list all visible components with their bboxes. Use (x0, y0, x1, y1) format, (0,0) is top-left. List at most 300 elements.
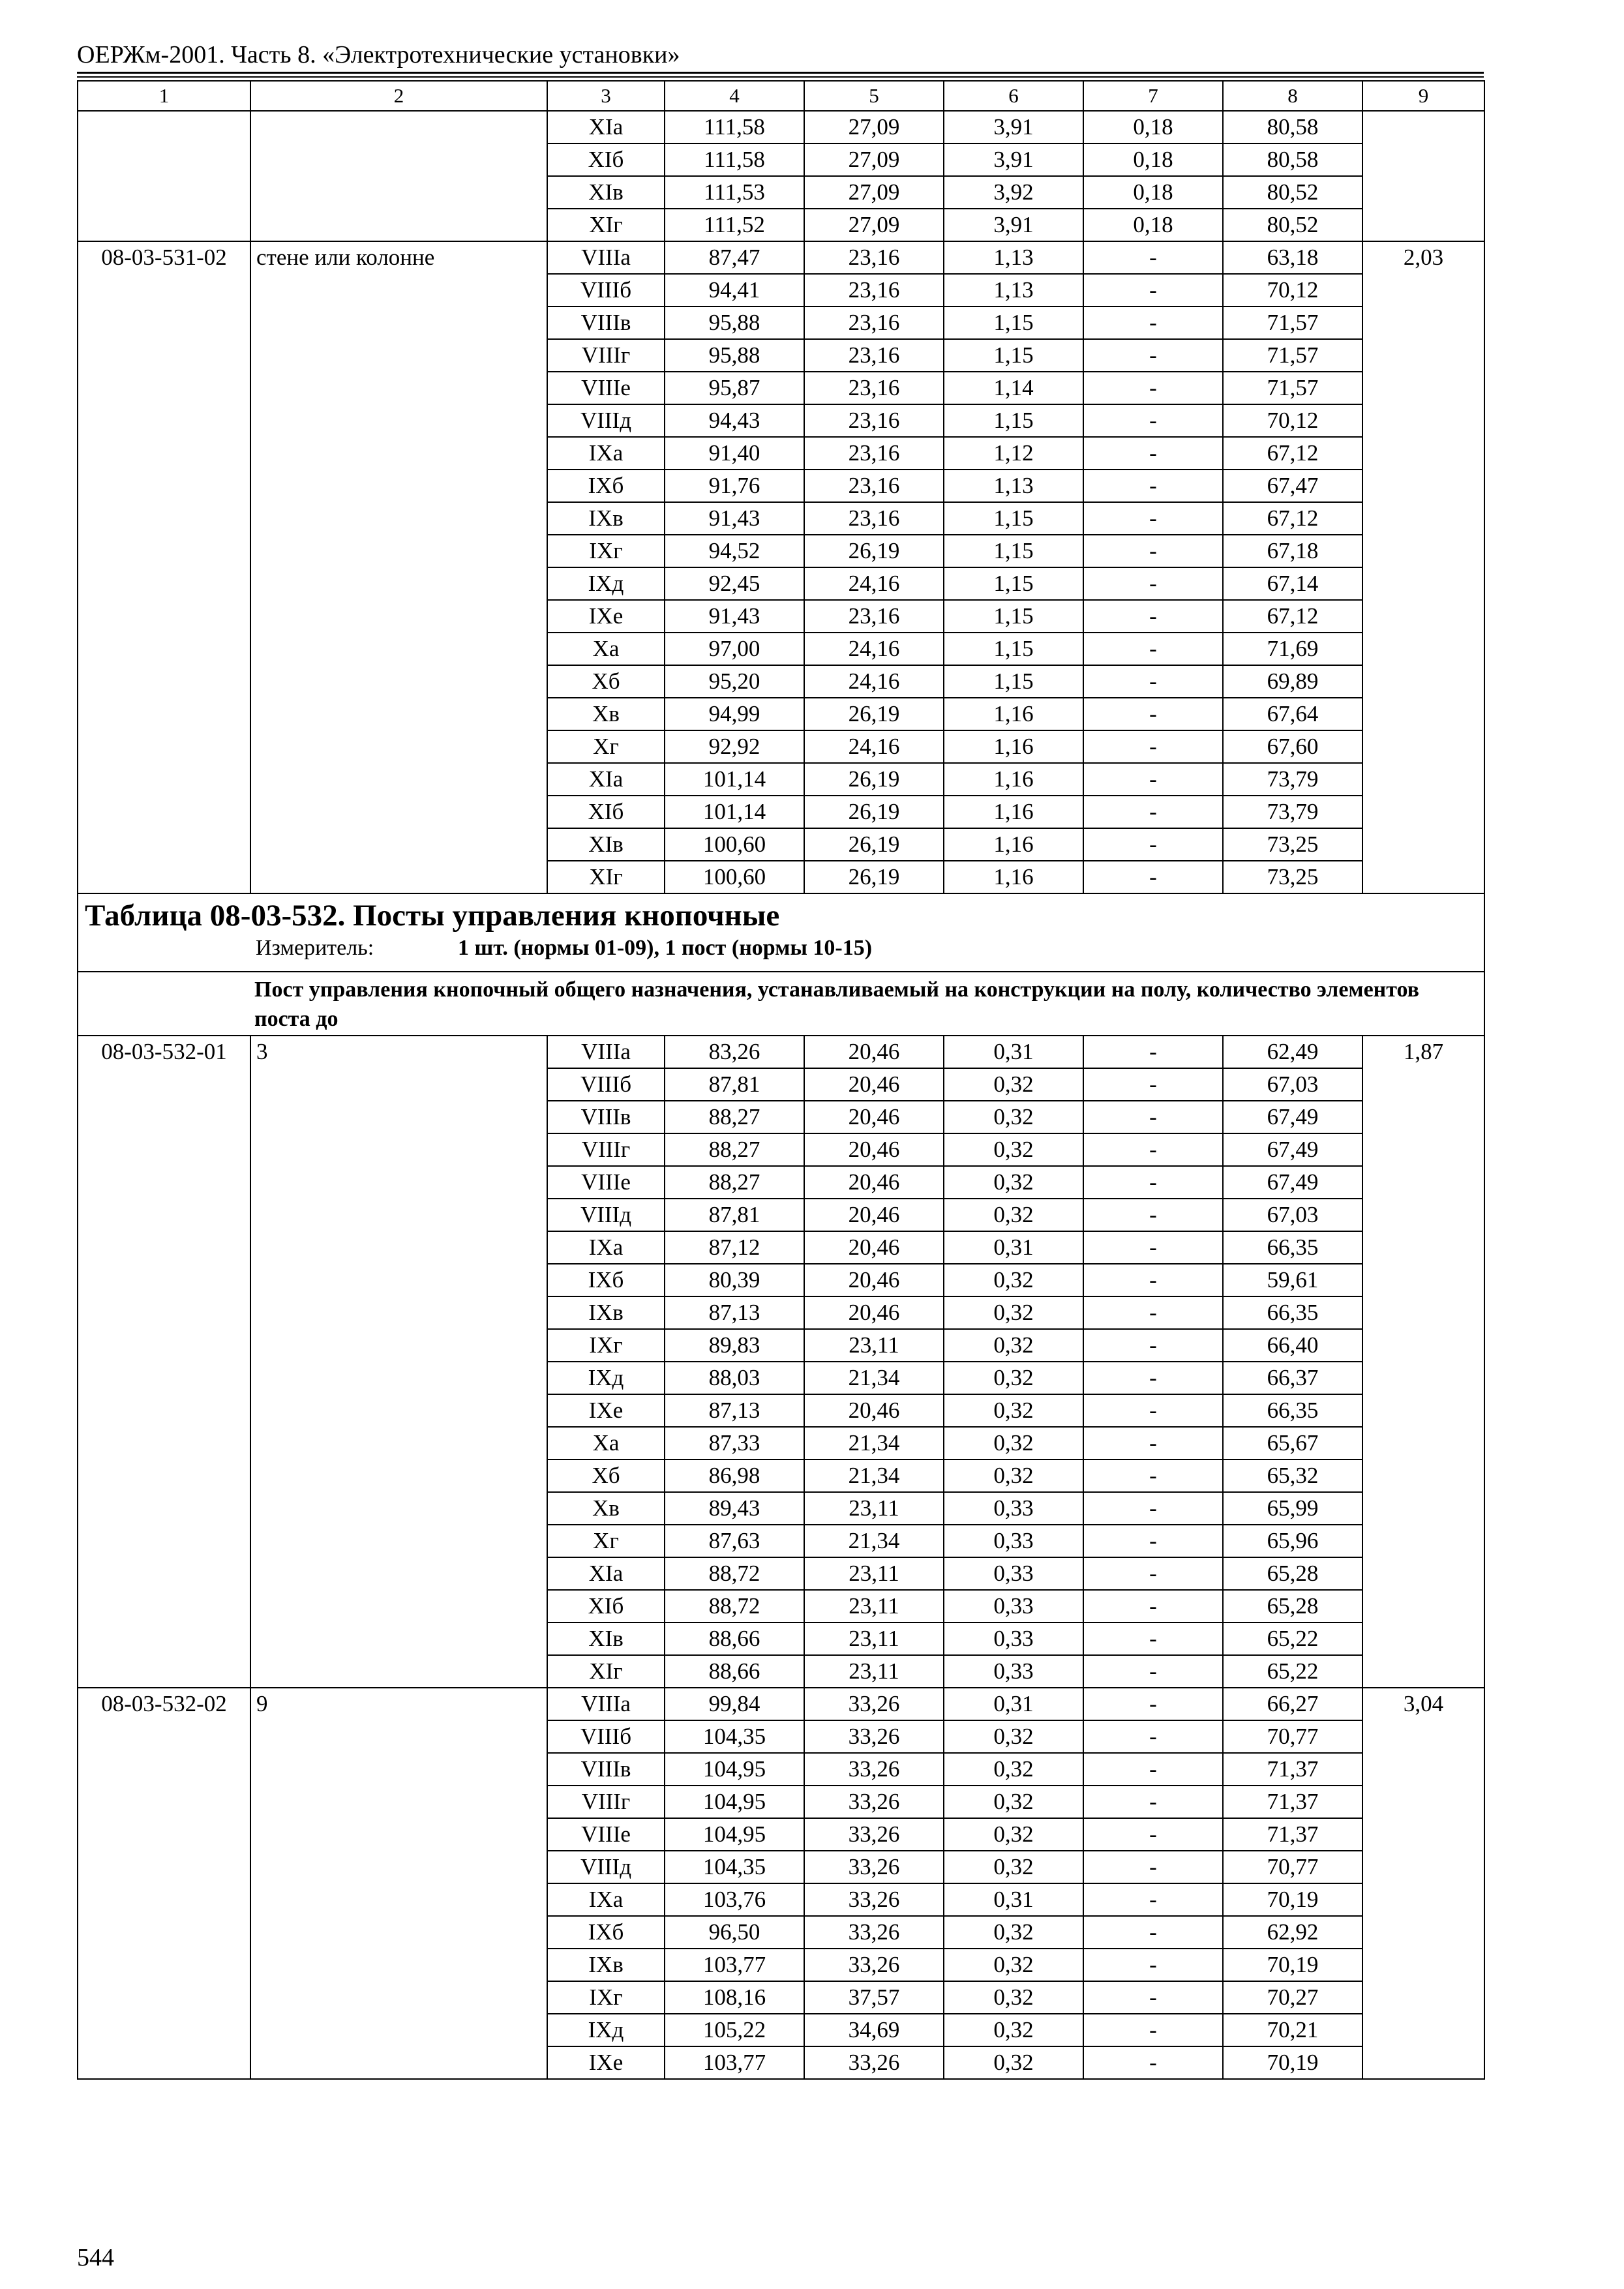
col7-cell: - (1083, 1036, 1223, 1068)
col4-cell: 87,81 (665, 1199, 804, 1231)
col8-cell: 65,28 (1223, 1590, 1362, 1623)
col5-cell: 20,46 (804, 1101, 944, 1133)
col7-cell: - (1083, 339, 1223, 372)
header-rule-thin (77, 76, 1484, 78)
table-row (78, 111, 1484, 143)
col7-cell: 0,18 (1083, 209, 1223, 241)
zone-cell: VIIIг (547, 339, 665, 372)
col8-cell: 71,57 (1223, 339, 1362, 372)
col7-cell: - (1083, 1981, 1223, 2014)
table-row (78, 1036, 1484, 1068)
zone-cell: Xа (547, 1427, 665, 1459)
col4-cell: 92,92 (665, 730, 804, 763)
zone-cell: IXг (547, 1329, 665, 1362)
col6-cell: 0,33 (944, 1525, 1083, 1557)
col4-cell: 86,98 (665, 1459, 804, 1492)
col5-cell: 24,16 (804, 567, 944, 600)
col5-cell: 26,19 (804, 535, 944, 567)
col5-cell: 27,09 (804, 143, 944, 176)
col4-cell: 88,27 (665, 1133, 804, 1166)
col6-cell: 3,92 (944, 176, 1083, 209)
col4-cell: 88,27 (665, 1101, 804, 1133)
col6-cell: 0,33 (944, 1557, 1083, 1590)
zone-cell: XIб (547, 1590, 665, 1623)
zone-cell: IXв (547, 1949, 665, 1981)
col8-cell: 66,35 (1223, 1296, 1362, 1329)
zone-cell: Xг (547, 730, 665, 763)
col7-cell: - (1083, 730, 1223, 763)
col7-cell: - (1083, 535, 1223, 567)
col7-cell: - (1083, 1329, 1223, 1362)
col8-cell: 67,12 (1223, 600, 1362, 633)
col6-cell: 0,32 (944, 1916, 1083, 1949)
col4-cell: 88,72 (665, 1590, 804, 1623)
norm-col9-cell: 2,03 (1362, 241, 1484, 893)
col7-cell: - (1083, 1851, 1223, 1883)
col8-cell: 70,27 (1223, 1981, 1362, 2014)
col5-cell: 23,16 (804, 502, 944, 535)
col7-cell: - (1083, 828, 1223, 861)
zone-cell: IXе (547, 600, 665, 633)
col5-cell: 33,26 (804, 1851, 944, 1883)
col8-cell: 67,49 (1223, 1166, 1362, 1199)
col8-cell: 66,35 (1223, 1231, 1362, 1264)
col7-cell: - (1083, 665, 1223, 698)
col5-cell: 23,11 (804, 1590, 944, 1623)
col5-cell: 37,57 (804, 1981, 944, 2014)
col8-cell: 70,19 (1223, 1949, 1362, 1981)
col5-cell: 24,16 (804, 665, 944, 698)
zone-cell: Xв (547, 698, 665, 730)
col7-cell: - (1083, 600, 1223, 633)
col8-cell: 62,92 (1223, 1916, 1362, 1949)
col5-cell: 20,46 (804, 1036, 944, 1068)
col5-cell: 33,26 (804, 1916, 944, 1949)
col4-cell: 88,66 (665, 1623, 804, 1655)
col5-cell: 23,11 (804, 1557, 944, 1590)
col5-cell: 33,26 (804, 1883, 944, 1916)
col7-cell: - (1083, 1199, 1223, 1231)
column-number-2: 2 (250, 81, 547, 111)
col8-cell: 73,25 (1223, 828, 1362, 861)
col4-cell: 91,76 (665, 470, 804, 502)
col6-cell: 0,32 (944, 1949, 1083, 1981)
col8-cell: 71,57 (1223, 307, 1362, 339)
col7-cell: - (1083, 1720, 1223, 1753)
col8-cell: 70,12 (1223, 274, 1362, 307)
col5-cell: 33,26 (804, 1949, 944, 1981)
col6-cell: 1,15 (944, 665, 1083, 698)
zone-cell: IXв (547, 502, 665, 535)
col4-cell: 89,43 (665, 1492, 804, 1525)
col6-cell: 0,32 (944, 1133, 1083, 1166)
col6-cell: 0,31 (944, 1883, 1083, 1916)
col7-cell: 0,18 (1083, 143, 1223, 176)
measure-line (85, 933, 1479, 963)
zone-cell: VIIIб (547, 1068, 665, 1101)
zone-cell: Xг (547, 1525, 665, 1557)
col7-cell: - (1083, 861, 1223, 893)
col5-cell: 23,16 (804, 372, 944, 404)
col8-cell: 67,14 (1223, 567, 1362, 600)
col4-cell: 91,43 (665, 600, 804, 633)
col7-cell: - (1083, 1101, 1223, 1133)
zone-cell: XIа (547, 111, 665, 143)
col6-cell: 1,16 (944, 698, 1083, 730)
col5-cell: 24,16 (804, 633, 944, 665)
zone-cell: VIIIе (547, 372, 665, 404)
col4-cell: 111,58 (665, 143, 804, 176)
col8-cell: 66,40 (1223, 1329, 1362, 1362)
col4-cell: 111,52 (665, 209, 804, 241)
zone-cell: VIIIа (547, 241, 665, 274)
norm-code-cell: 08-03-531-02 (78, 241, 250, 893)
col7-cell: - (1083, 796, 1223, 828)
zone-cell: XIа (547, 763, 665, 796)
col4-cell: 111,58 (665, 111, 804, 143)
continuation_rows-name-cell (250, 111, 547, 241)
table-title-row (78, 893, 1484, 972)
col8-cell: 71,69 (1223, 633, 1362, 665)
norm-col9-cell: 1,87 (1362, 1036, 1484, 1688)
col4-cell: 104,95 (665, 1818, 804, 1851)
col6-cell: 0,31 (944, 1231, 1083, 1264)
zone-cell: IXа (547, 1231, 665, 1264)
col5-cell: 21,34 (804, 1525, 944, 1557)
col4-cell: 104,35 (665, 1720, 804, 1753)
col4-cell: 87,13 (665, 1296, 804, 1329)
col7-cell: - (1083, 1068, 1223, 1101)
zone-cell: VIIIв (547, 1101, 665, 1133)
col5-cell: 23,16 (804, 600, 944, 633)
table-title: Таблица 08-03-532. Посты управления кнопочные (85, 899, 780, 933)
col5-cell: 33,26 (804, 2046, 944, 2079)
col4-cell: 100,60 (665, 828, 804, 861)
col8-cell: 66,37 (1223, 1362, 1362, 1394)
col4-cell: 104,95 (665, 1753, 804, 1786)
col8-cell: 67,18 (1223, 535, 1362, 567)
col4-cell: 103,77 (665, 2046, 804, 2079)
zone-cell: XIб (547, 143, 665, 176)
col7-cell: - (1083, 274, 1223, 307)
col7-cell: - (1083, 1264, 1223, 1296)
col5-cell: 23,11 (804, 1492, 944, 1525)
col8-cell: 73,79 (1223, 796, 1362, 828)
col6-cell: 0,32 (944, 1166, 1083, 1199)
col5-cell: 26,19 (804, 698, 944, 730)
col6-cell: 0,32 (944, 1296, 1083, 1329)
col5-cell: 23,11 (804, 1329, 944, 1362)
col5-cell: 20,46 (804, 1394, 944, 1427)
col8-cell: 71,37 (1223, 1818, 1362, 1851)
col5-cell: 23,16 (804, 241, 944, 274)
col5-cell: 23,16 (804, 307, 944, 339)
col7-cell: - (1083, 698, 1223, 730)
col6-cell: 1,12 (944, 437, 1083, 470)
zone-cell: XIг (547, 209, 665, 241)
col8-cell: 67,64 (1223, 698, 1362, 730)
col8-cell: 80,52 (1223, 209, 1362, 241)
col4-cell: 101,14 (665, 796, 804, 828)
col6-cell: 1,14 (944, 372, 1083, 404)
col5-cell: 26,19 (804, 763, 944, 796)
col5-cell: 21,34 (804, 1362, 944, 1394)
col7-cell: - (1083, 1492, 1223, 1525)
col4-cell: 87,63 (665, 1525, 804, 1557)
column-number-3: 3 (547, 81, 665, 111)
zone-cell: VIIIв (547, 307, 665, 339)
col7-cell: - (1083, 1166, 1223, 1199)
zone-cell: XIв (547, 176, 665, 209)
col7-cell: - (1083, 2046, 1223, 2079)
table-title-cell (78, 893, 1484, 972)
col8-cell: 67,03 (1223, 1199, 1362, 1231)
col4-cell: 95,20 (665, 665, 804, 698)
col4-cell: 87,13 (665, 1394, 804, 1427)
col5-cell: 33,26 (804, 1786, 944, 1818)
col7-cell: - (1083, 2014, 1223, 2046)
zone-cell: VIIIд (547, 1199, 665, 1231)
col8-cell: 65,67 (1223, 1427, 1362, 1459)
col8-cell: 80,52 (1223, 176, 1362, 209)
zone-cell: IXг (547, 1981, 665, 2014)
col4-cell: 96,50 (665, 1916, 804, 1949)
col8-cell: 62,49 (1223, 1036, 1362, 1068)
col5-cell: 23,16 (804, 470, 944, 502)
col6-cell: 1,15 (944, 502, 1083, 535)
col6-cell: 1,15 (944, 307, 1083, 339)
col5-cell: 26,19 (804, 796, 944, 828)
col4-cell: 91,40 (665, 437, 804, 470)
col4-cell: 83,26 (665, 1036, 804, 1068)
col4-cell: 104,95 (665, 1786, 804, 1818)
zone-cell: IXд (547, 567, 665, 600)
col8-cell: 69,89 (1223, 665, 1362, 698)
col5-cell: 33,26 (804, 1688, 944, 1720)
col6-cell: 0,31 (944, 1036, 1083, 1068)
zone-cell: IXб (547, 470, 665, 502)
col4-cell: 99,84 (665, 1688, 804, 1720)
col6-cell: 0,32 (944, 1786, 1083, 1818)
col6-cell: 0,32 (944, 2046, 1083, 2079)
col8-cell: 67,49 (1223, 1101, 1362, 1133)
col6-cell: 0,32 (944, 1753, 1083, 1786)
col6-cell: 3,91 (944, 209, 1083, 241)
col7-cell: - (1083, 1459, 1223, 1492)
col5-cell: 23,16 (804, 339, 944, 372)
col4-cell: 87,81 (665, 1068, 804, 1101)
col5-cell: 21,34 (804, 1459, 944, 1492)
zone-cell: IXа (547, 1883, 665, 1916)
zone-cell: IXа (547, 437, 665, 470)
column-number-9: 9 (1362, 81, 1484, 111)
col6-cell: 0,32 (944, 1394, 1083, 1427)
col6-cell: 0,32 (944, 1851, 1083, 1883)
col8-cell: 67,12 (1223, 502, 1362, 535)
col7-cell: - (1083, 633, 1223, 665)
col6-cell: 1,15 (944, 567, 1083, 600)
col8-cell: 71,57 (1223, 372, 1362, 404)
col7-cell: 0,18 (1083, 176, 1223, 209)
col8-cell: 67,47 (1223, 470, 1362, 502)
zone-cell: VIIIб (547, 1720, 665, 1753)
zone-cell: VIIIд (547, 1851, 665, 1883)
col4-cell: 111,53 (665, 176, 804, 209)
zone-cell: XIб (547, 796, 665, 828)
col8-cell: 66,27 (1223, 1688, 1362, 1720)
col6-cell: 3,91 (944, 143, 1083, 176)
col6-cell: 0,32 (944, 1720, 1083, 1753)
zone-cell: VIIIб (547, 274, 665, 307)
col4-cell: 89,83 (665, 1329, 804, 1362)
col5-cell: 20,46 (804, 1166, 944, 1199)
col8-cell: 67,12 (1223, 437, 1362, 470)
col7-cell: 0,18 (1083, 111, 1223, 143)
zone-cell: XIа (547, 1557, 665, 1590)
col5-cell: 24,16 (804, 730, 944, 763)
column-number-5: 5 (804, 81, 944, 111)
col5-cell: 34,69 (804, 2014, 944, 2046)
col6-cell: 0,32 (944, 1818, 1083, 1851)
column-number-4: 4 (665, 81, 804, 111)
col4-cell: 88,72 (665, 1557, 804, 1590)
col5-cell: 23,16 (804, 274, 944, 307)
col7-cell: - (1083, 1133, 1223, 1166)
col6-cell: 0,32 (944, 1068, 1083, 1101)
col5-cell: 20,46 (804, 1231, 944, 1264)
col6-cell: 0,32 (944, 2014, 1083, 2046)
col6-cell: 0,33 (944, 1655, 1083, 1688)
zone-cell: IXд (547, 1362, 665, 1394)
col4-cell: 97,00 (665, 633, 804, 665)
col6-cell: 1,15 (944, 535, 1083, 567)
col6-cell: 0,32 (944, 1981, 1083, 2014)
col4-cell: 87,33 (665, 1427, 804, 1459)
col8-cell: 67,03 (1223, 1068, 1362, 1101)
col8-cell: 65,22 (1223, 1655, 1362, 1688)
zone-cell: XIв (547, 1623, 665, 1655)
col5-cell: 23,11 (804, 1655, 944, 1688)
col6-cell: 1,16 (944, 730, 1083, 763)
col4-cell: 104,35 (665, 1851, 804, 1883)
zone-cell: Xб (547, 665, 665, 698)
table-row (78, 241, 1484, 274)
col8-cell: 65,99 (1223, 1492, 1362, 1525)
col7-cell: - (1083, 1590, 1223, 1623)
col4-cell: 95,88 (665, 307, 804, 339)
col6-cell: 0,31 (944, 1688, 1083, 1720)
col7-cell: - (1083, 307, 1223, 339)
col6-cell: 1,13 (944, 274, 1083, 307)
norm-code-cell: 08-03-532-02 (78, 1688, 250, 2079)
col6-cell: 1,16 (944, 796, 1083, 828)
zone-cell: IXе (547, 1394, 665, 1427)
col8-cell: 70,12 (1223, 404, 1362, 437)
col8-cell: 71,37 (1223, 1786, 1362, 1818)
col6-cell: 0,32 (944, 1329, 1083, 1362)
col5-cell: 27,09 (804, 111, 944, 143)
col7-cell: - (1083, 372, 1223, 404)
col8-cell: 65,28 (1223, 1557, 1362, 1590)
col6-cell: 3,91 (944, 111, 1083, 143)
col4-cell: 95,87 (665, 372, 804, 404)
col7-cell: - (1083, 1427, 1223, 1459)
col7-cell: - (1083, 1655, 1223, 1688)
col4-cell: 94,41 (665, 274, 804, 307)
col4-cell: 92,45 (665, 567, 804, 600)
col5-cell: 23,16 (804, 404, 944, 437)
col6-cell: 0,33 (944, 1492, 1083, 1525)
col6-cell: 1,16 (944, 763, 1083, 796)
zone-cell: IXв (547, 1296, 665, 1329)
col8-cell: 66,35 (1223, 1394, 1362, 1427)
col7-cell: - (1083, 1818, 1223, 1851)
description-row (78, 972, 1484, 1036)
norms-table-body (78, 81, 1484, 2079)
zone-cell: VIIIв (547, 1753, 665, 1786)
col7-cell: - (1083, 1296, 1223, 1329)
col7-cell: - (1083, 404, 1223, 437)
col7-cell: - (1083, 1786, 1223, 1818)
zone-cell: VIIIе (547, 1166, 665, 1199)
col5-cell: 20,46 (804, 1199, 944, 1231)
col7-cell: - (1083, 241, 1223, 274)
column-number-7: 7 (1083, 81, 1223, 111)
continuation_rows-code-cell (78, 111, 250, 241)
col8-cell: 70,19 (1223, 1883, 1362, 1916)
col6-cell: 0,32 (944, 1264, 1083, 1296)
col7-cell: - (1083, 1883, 1223, 1916)
zone-cell: Xб (547, 1459, 665, 1492)
col6-cell: 1,16 (944, 828, 1083, 861)
col7-cell: - (1083, 470, 1223, 502)
col5-cell: 23,11 (804, 1623, 944, 1655)
column-number-1: 1 (78, 81, 250, 111)
col8-cell: 80,58 (1223, 111, 1362, 143)
norms-table (77, 80, 1485, 2080)
col8-cell: 70,77 (1223, 1851, 1362, 1883)
col8-cell: 70,19 (1223, 2046, 1362, 2079)
col8-cell: 67,60 (1223, 730, 1362, 763)
col4-cell: 100,60 (665, 861, 804, 893)
col4-cell: 88,27 (665, 1166, 804, 1199)
col7-cell: - (1083, 1949, 1223, 1981)
col4-cell: 88,03 (665, 1362, 804, 1394)
col5-cell: 20,46 (804, 1296, 944, 1329)
zone-cell: VIIIа (547, 1688, 665, 1720)
zone-cell: XIг (547, 1655, 665, 1688)
col8-cell: 59,61 (1223, 1264, 1362, 1296)
col4-cell: 94,52 (665, 535, 804, 567)
col6-cell: 1,15 (944, 404, 1083, 437)
norm-name-cell: 9 (250, 1688, 547, 2079)
col5-cell: 23,16 (804, 437, 944, 470)
col8-cell: 70,21 (1223, 2014, 1362, 2046)
measure-label: Измеритель: (256, 936, 374, 960)
col4-cell: 94,99 (665, 698, 804, 730)
col7-cell: - (1083, 1753, 1223, 1786)
col6-cell: 1,15 (944, 633, 1083, 665)
col6-cell: 0,33 (944, 1623, 1083, 1655)
col6-cell: 1,15 (944, 600, 1083, 633)
col6-cell: 0,32 (944, 1459, 1083, 1492)
norm-code-cell: 08-03-532-01 (78, 1036, 250, 1688)
col4-cell: 88,66 (665, 1655, 804, 1688)
col5-cell: 20,46 (804, 1264, 944, 1296)
zone-cell: Xа (547, 633, 665, 665)
norm-col9-cell: 3,04 (1362, 1688, 1484, 2079)
col4-cell: 94,43 (665, 404, 804, 437)
